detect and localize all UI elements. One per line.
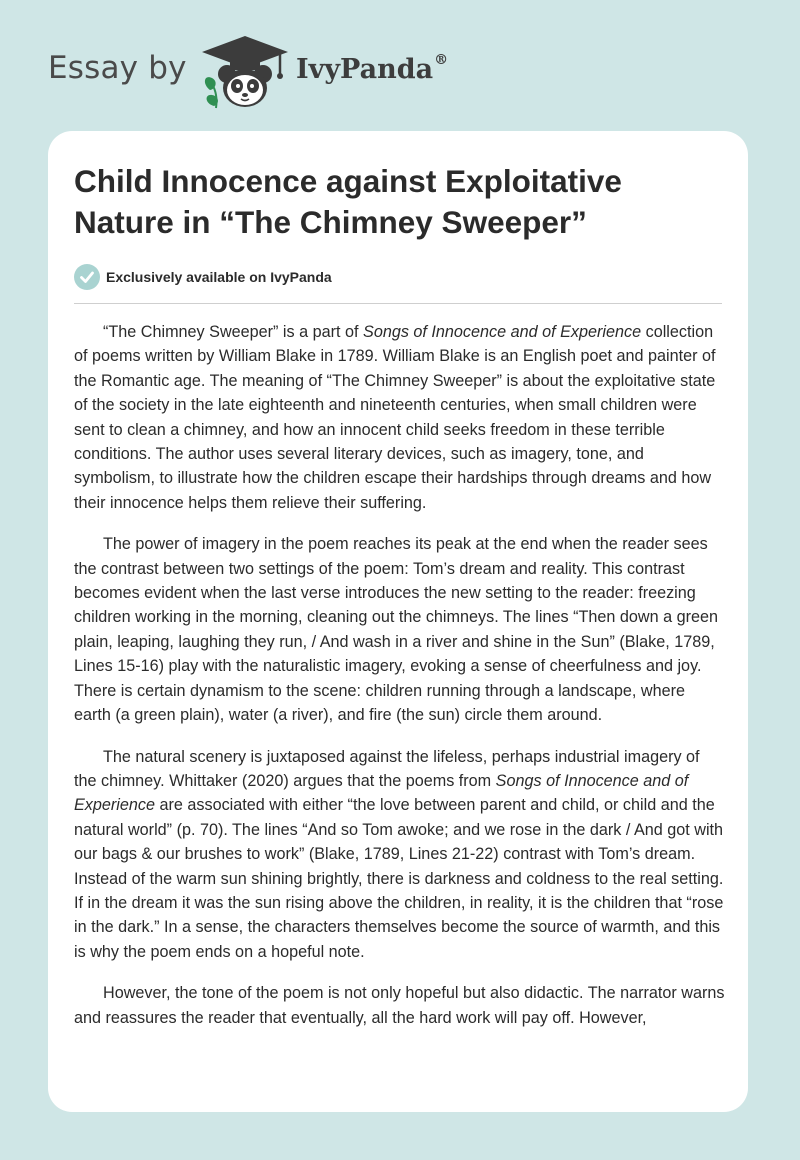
essay-paragraph [74,981,726,1030]
paragraph-text: “The Chimney Sweeper” is a part of [103,323,364,341]
essay-paragraph [74,532,726,727]
paragraph-text: However, the tone of the poem is not only hopeful but also didactic. The narrator warns and reassures the reader that eventually, all the hard work will pay off. However, [74,984,725,1027]
essay-paragraph [74,745,726,965]
title-divider [74,303,722,304]
book-title-italic: Songs of Innocence and of Experience [74,771,689,815]
exclusive-badge [74,264,332,290]
check-circle-icon [74,264,100,290]
essay-by-label: Essay by [48,50,187,86]
paragraph-text: The natural scenery is juxtaposed against the lifeless, perhaps industrial imagery of the chimney. Whittaker (2020) argues that the poems from [74,747,700,790]
brand-name[interactable] [296,54,448,85]
exclusive-badge-label: Exclusively available on IvyPanda [106,269,332,285]
registered-mark: ® [434,52,449,68]
essay-card [48,131,748,1112]
paragraph-text: collection of poems written by William Blake in 1789. William Blake is an English poet and painter of the Romantic age. The meaning of “The Chimney Sweeper” is about the exploitative state of the society in the late eighteenth and nineteenth centuries, when small children were sent to clean a chimney, and how an innocent child seeks freedom in these terrible conditions. The author uses several literary devices, such as imagery, tone, and symbolism, to illustrate how the children escape their hardships through dreams and how their innocence helps them relieve their suffering. [74,323,716,512]
paragraph-text: The power of imagery in the poem reaches its peak at the end when the reader sees the contrast between two settings of the poem: Tom’s dream and reality. This contrast becomes evident when the last verse introduces the new setting to the reader: freezing children working in the morning, cleaning out the chimneys. The lines “Then down a green plain, leaping, laughing they run, / And wash in a river and shine in the Sun” (Blake, 1789, Lines 15-16) play with the naturalistic imagery, evoking a sense of cheerfulness and joy. There is certain dynamism to the scene: children running through a landscape, where earth (a green plain), water (a river), and fire (the sun) circle them around. [74,535,718,725]
site-header [0,0,800,130]
essay-body [74,320,726,1047]
paragraph-text: are associated with either “the love between parent and child, or child and the natural world” (p. 70). The lines “And so Tom awoke; and we rose in the dark / And got with our bags & our brushes to work” (Blake, 1789, Lines 21-22) contrast with Tom’s dream. Instead of the warm sun shining brightly, there is darkness and coldness to the real setting. If in the dream it was the sun rising above the children, in reality, it is the children that “rose in the dark.” In a sense, the characters themselves become the source of warmth, and this is why the poem ends on a hopeful note. [74,796,724,961]
brand-name-text: IvyPanda [296,54,434,85]
ivypanda-logo-icon[interactable] [200,34,290,110]
book-title-italic: Songs of Innocence and of Experience [363,323,642,341]
essay-title: Child Innocence against Exploitative Nature in “The Chimney Sweeper” [74,163,622,240]
essay-paragraph [74,320,726,515]
